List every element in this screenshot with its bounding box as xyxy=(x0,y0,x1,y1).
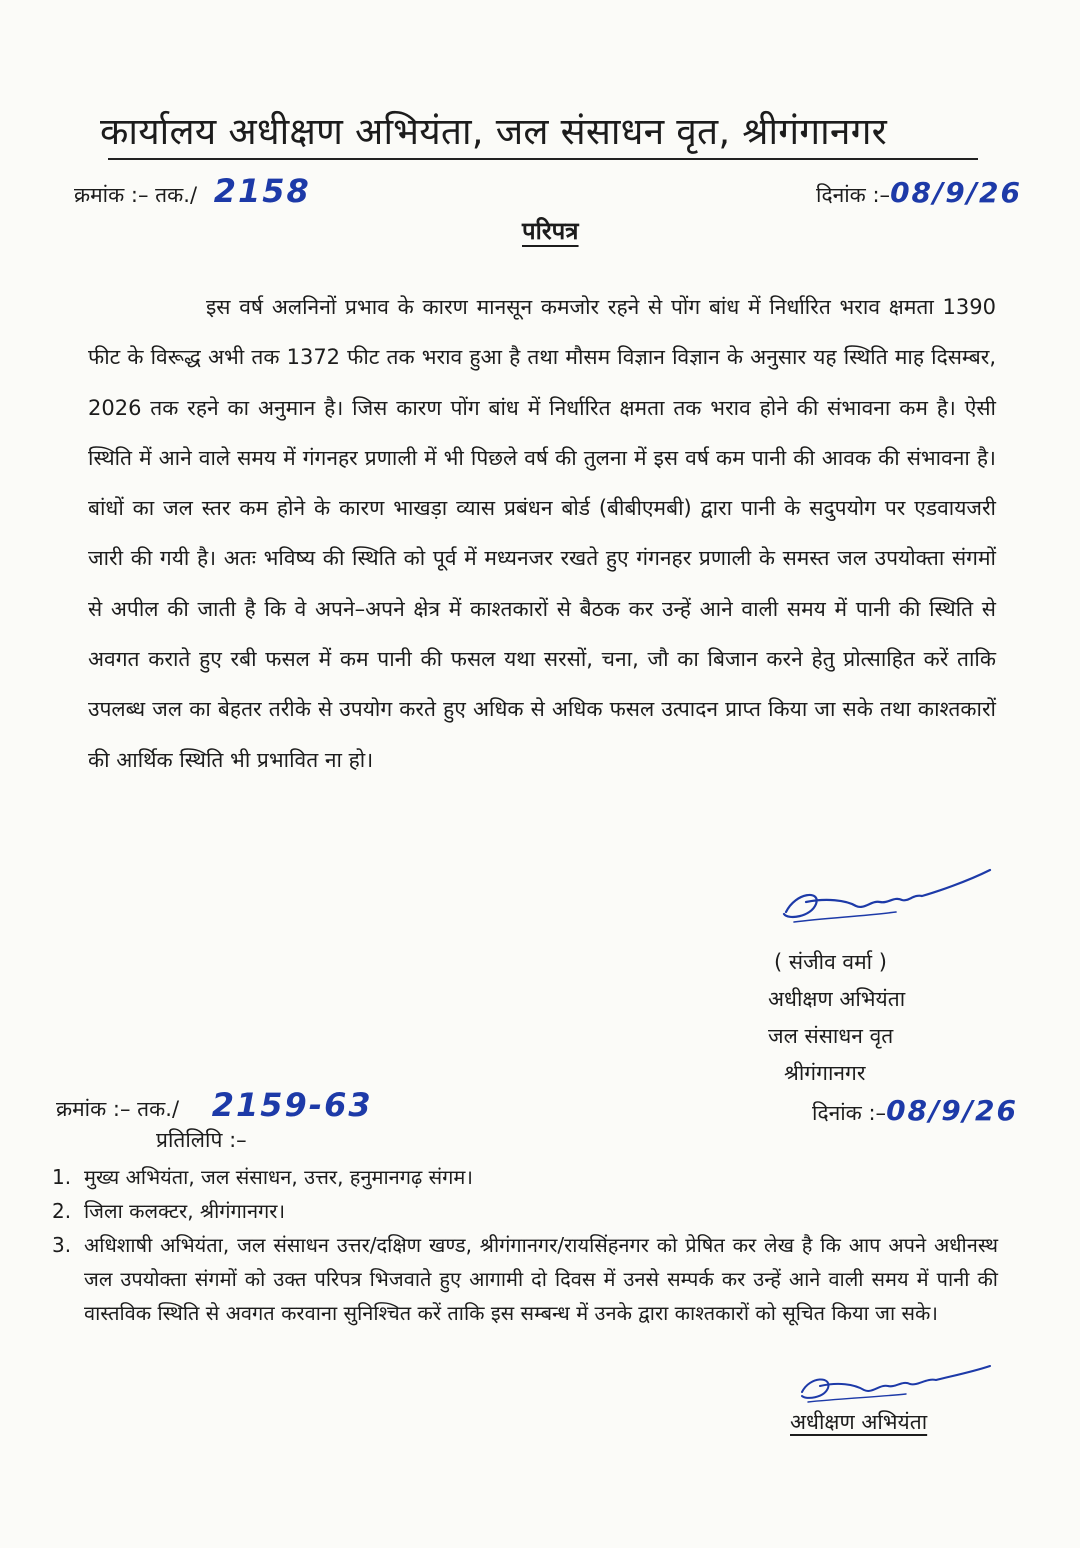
signatory-city: श्रीगंगानगर xyxy=(784,1061,866,1085)
reference-number: 2158 xyxy=(213,172,311,210)
date-label: दिनांक :– xyxy=(816,183,891,207)
date-line xyxy=(816,176,1022,209)
list-item-text: जिला कलक्टर, श्रीगंगानगर। xyxy=(84,1199,286,1223)
copy-date-line xyxy=(812,1094,1018,1127)
signatory-name: ( संजीव वर्मा ) xyxy=(774,950,887,974)
signatory-department: जल संसाधन वृत xyxy=(768,1024,894,1048)
signatory-designation: अधीक्षण अभियंता xyxy=(768,987,906,1011)
office-title: कार्यालय अधीक्षण अभियंता, जल संसाधन वृत, श्रीगंगानगर xyxy=(100,110,887,153)
copy-heading: प्रतिलिपि :– xyxy=(156,1128,247,1152)
list-item-number: 1. xyxy=(52,1165,72,1189)
list-item-text: मुख्य अभियंता, जल संसाधन, उत्तर, हनुमानगढ़ संगम। xyxy=(84,1165,473,1189)
circular-heading: परिपत्र xyxy=(522,217,579,245)
list-item-text: अधिशाषी अभियंता, जल संसाधन उत्तर/दक्षिण खण्ड, श्रीगंगानगर/रायसिंहनगर को प्रेषित कर लेख है कि आप अपने अधीनस्थ जल उपयोक्ता संगमों को उक्त परिपत्र भिजवाते हुए आगामी दो दिवस में उनसे सम्पर्क कर उन्हें आने वाली समय में पानी की वास्तविक स्थिति से अवगत करवाना सुनिश्चित करें ताकि इस सम्बन्ध में उनके द्वारा काश्तकारों को सूचित किया जा सके। xyxy=(84,1233,998,1325)
list-item xyxy=(52,1194,998,1228)
second-signature-image xyxy=(796,1362,996,1406)
copy-reference-label: क्रमांक :– तक./ xyxy=(56,1097,180,1121)
list-item xyxy=(52,1228,998,1330)
list-item xyxy=(52,1160,998,1194)
reference-line xyxy=(74,172,311,210)
list-item-number: 3. xyxy=(52,1233,72,1257)
reference-label: क्रमांक :– तक./ xyxy=(74,183,198,207)
body-paragraph: इस वर्ष अलनिनों प्रभाव के कारण मानसून कमजोर रहने से पोंग बांध में निर्धारित भराव क्षमता 1390 फीट के विरूद्ध अभी तक 1372 फीट तक भराव हुआ है तथा मौसम विज्ञान विज्ञान के अनुसार यह स्थिति माह दिसम्बर, 2026 तक रहने का अनुमान है। जिस कारण पोंग बांध में निर्धारित क्षमता तक भराव होने की संभावना कम है। ऐसी स्थिति में आने वाले समय में गंगनहर प्रणाली में भी पिछले वर्ष की तुलना में इस वर्ष कम पानी की आवक की संभावना है। बांधों का जल स्तर कम होने के कारण भाखड़ा व्यास प्रबंधन बोर्ड (बीबीएमबी) द्वारा पानी के सदुपयोग पर एडवायजरी जारी की गयी है। अतः भविष्य की स्थिति को पूर्व में मध्यनजर रखते हुए गंगनहर प्रणाली के समस्त जल उपयोक्ता संगमों से अपील की जाती है कि वे अपने–अपने क्षेत्र में काश्तकारों से बैठक कर उन्हें आने वाली समय में पानी की स्थिति से अवगत कराते हुए रबी फसल में कम पानी की फसल यथा सरसों, चना, जौ का बिजान करने हेतु प्रोत्साहित करें ताकि उपलब्ध जल का बेहतर तरीके से उपयोग करते हुए अधिक से अधिक फसल उत्पादन प्राप्त किया जा सके तथा काश्तकारों की आर्थिक स्थिति भी प्रभावित ना हो। xyxy=(88,295,996,772)
copy-date-value: 08/9/26 xyxy=(886,1094,1018,1127)
signature-image xyxy=(776,862,996,934)
copy-reference-number: 2159-63 xyxy=(211,1086,373,1124)
signatory-block xyxy=(740,944,1000,1092)
copy-list xyxy=(52,1160,998,1330)
copy-date-label: दिनांक :– xyxy=(812,1101,887,1125)
title-underline xyxy=(108,158,978,160)
final-designation: अधीक्षण अभियंता xyxy=(790,1410,928,1434)
date-value: 08/9/26 xyxy=(890,176,1022,209)
list-item-number: 2. xyxy=(52,1199,72,1223)
copy-reference-line xyxy=(56,1086,373,1124)
